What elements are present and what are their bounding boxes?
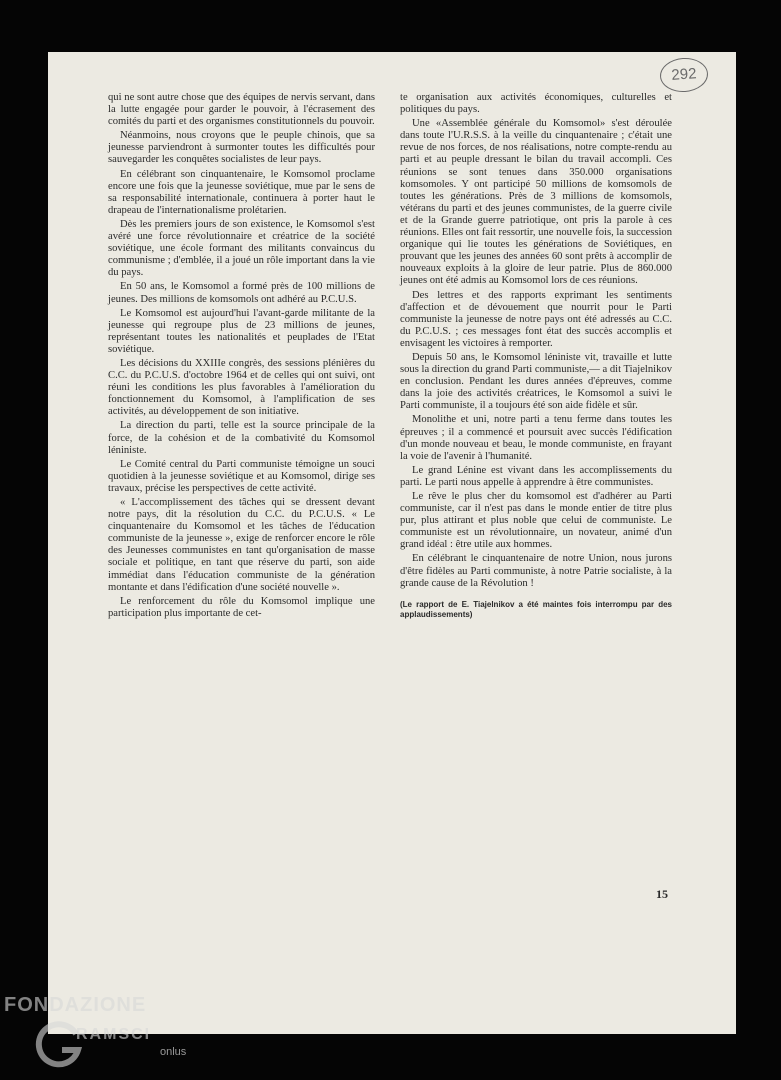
- paragraph: Le Komsomol est aujourd'hui l'avant-garde militante de la jeunesse qui regroupe plus de 23 millions de jeunes, représentant toutes les nationalités et peuplades de l'Etat soviétique.: [108, 307, 375, 355]
- paragraph: Des lettres et des rapports exprimant les sentiments d'affection et de dévouement que nourrit pour le Parti communiste la jeunesse de notre pays ont été adressés au C.C. du P.C.U.S. ; ces messages font état des succès accomplis et envisagent les victoires à remporter.: [400, 289, 672, 349]
- paragraph: Le Comité central du Parti communiste témoigne un souci quotidien à la jeunesse soviétique et au Komsomol, dirige ses travaux, précise les perspectives de cette activité.: [108, 458, 375, 494]
- document-page: [48, 52, 736, 1034]
- archive-number-stamp: 292: [659, 56, 709, 93]
- paragraph: En célébrant le cinquantenaire de notre Union, nous jurons d'être fidèles au Parti communiste, à notre Patrie socialiste, à la grande cause de la Révolution !: [400, 553, 672, 589]
- watermark-line3: onlus: [160, 1046, 187, 1058]
- page-number: 15: [656, 887, 668, 901]
- paragraph: Néanmoins, nous croyons que le peuple chinois, que sa jeunesse parviendront à surmonter toutes les difficultés pour sauvegarder les conquêtes socialistes de leur pays.: [108, 130, 375, 166]
- watermark-line2: RAMSCI: [76, 1026, 152, 1043]
- paragraph: Monolithe et uni, notre parti a tenu ferme dans toutes les épreuves ; il a commencé et poursuit avec succès l'édification d'un monde nouveau et beau, le monde communiste, en frayant la voie de l'avenir à l'humanité.: [400, 414, 672, 462]
- paragraph: « L'accomplissement des tâches qui se dressent devant notre pays, dit la résolution du C.C. du P.C.U.S. « Le cinquantenaire du Komsomol et les tâches de l'éducation communiste de la jeunesse », exige de renforcer encore le rôle des Jeunesses communistes en tant qu'organisation de masse sociale et politique, en tant que réserve du parti, son aide immédiat dans l'éducation communiste de la génération montante et dans l'édification d'une société nouvelle ».: [108, 497, 375, 593]
- paragraph: Une «Assemblée générale du Komsomol» s'est déroulée dans toute l'U.R.S.S. à la veille du cinquantenaire ; c'était une revue de nos forces, de nos réalisations, notre compte-rendu au parti et au peuple dressant le bilan du travail accompli. Ces réunions se sont tenues dans 350.000 organisations komsomoles. Y ont participé 50 millions de komsomols de toutes les générations. Près de 3 millions de komsomols, vétérans du parti et des jeunes communistes, de la guerre civile et de la Grande guerre patriotique, ont pris la parole à ces réunions. Elles ont fait ressortir, une nouvelle fois, la succession organique qui lie toutes les générations de Soviétiques, en prouvant que les jeunes des années 60 sont prêts à accomplir de nouveaux exploits à la gloire de leur patrie. Plus de 860.000 jeunes ont été admis au Komsomol lors de ces réunions.: [400, 118, 673, 287]
- paragraph: La direction du parti, telle est la source principale de la force, de la cohésion et de la combativité du Komsomol léniniste.: [108, 420, 375, 456]
- paragraph: Depuis 50 ans, le Komsomol léniniste vit, travaille et lutte sous la direction du grand Parti communiste,— a dit Tiajelnikov en conclusion. Pendant les dures années d'épreuves, comme dans la joie des activités créatrices, le Komsomol a suivi le Parti communiste, il a toujours été son aide fidèle et sûr.: [400, 351, 672, 412]
- watermark-line1: FONDAZIONE: [4, 994, 147, 1016]
- right-text-column: [400, 92, 672, 622]
- paragraph: En 50 ans, le Komsomol a formé près de 100 millions de jeunes. Des millions de komsomols ont adhéré au P.C.U.S.: [108, 281, 375, 305]
- paragraph: Les décisions du XXIIIe congrès, des sessions plénières du C.C. du P.C.U.S. d'octobre 1964 et de celles qui ont suivi, ont réuni les conditions les plus favorables à l'amélioration du fonctionnement du Komsomol, à l'amplification de ses activités, au développement de son initiative.: [108, 357, 375, 418]
- closing-note: (Le rapport de E. Tiajelnikov a été maintes fois interrompu par des applaudissements): [400, 599, 672, 619]
- watermark: [4, 994, 194, 1074]
- paragraph: te organisation aux activités économiques, culturelles et politiques du pays.: [400, 92, 672, 116]
- paragraph: Le grand Lénine est vivant dans les accomplissements du parti. Le parti nous appelle à apprendre à être communistes.: [400, 464, 672, 488]
- paragraph: Le renforcement du rôle du Komsomol implique une participation plus importante de cet-: [108, 595, 375, 619]
- left-text-column: [108, 92, 375, 622]
- paragraph: qui ne sont autre chose que des équipes de nervis servant, dans la lutte engagée pour garder le pouvoir, à l'écrasement des comités du parti et des organismes constitutionnels du pouvoir.: [108, 92, 375, 128]
- paragraph: Le rêve le plus cher du komsomol est d'adhérer au Parti communiste, car il n'est pas dans le monde entier de titre plus pur, plus attirant et plus noble que celui de communiste. Le communiste est un révolutionnaire, un novateur, animé d'un grand idéal : être utile aux hommes.: [400, 491, 672, 551]
- paragraph: En célébrant son cinquantenaire, le Komsomol proclame encore une fois que la jeunesse soviétique, mue par le sens de sa responsabilité internationale, continuera à porter haut le drapeau de l'internationalisme prolétarien.: [108, 168, 375, 216]
- paragraph: Dès les premiers jours de son existence, le Komsomol s'est avéré une force révolutionnaire et créatrice de la société soviétique, une école formant des militants convaincus du communisme ; d'emblée, il a joué un rôle important dans la vie du pays.: [108, 218, 375, 279]
